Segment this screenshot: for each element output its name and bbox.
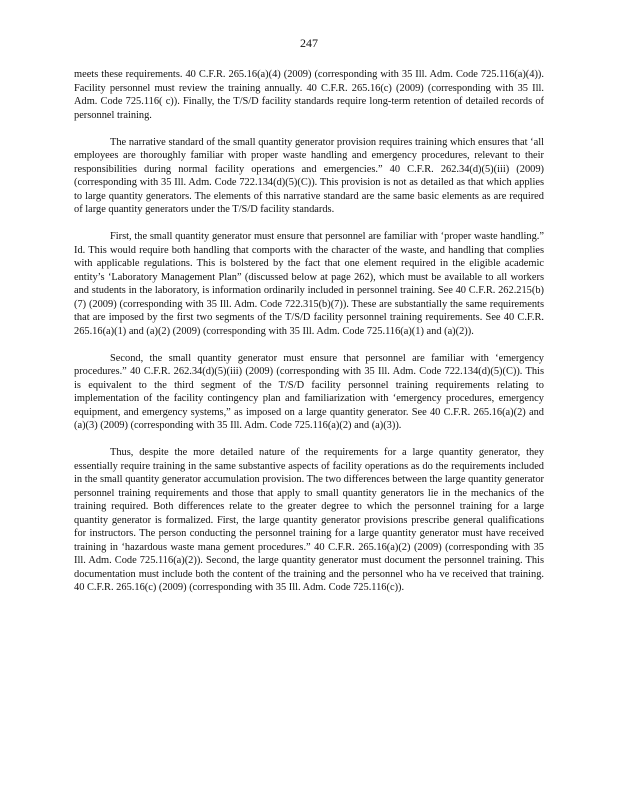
paragraph-emergency-procedures: Second, the small quantity generator must ensure that personnel are familiar with ‘emergency procedures.” 40 C.F.R. 262.34(d)(5)(iii) (2009) (corresponding with 35 Ill. Adm. Code 722.134(d)(5)(C)). This is equivalent to the third segment of the T/S/D facility personnel training requirements relating to implementation of the facility contingency plan and familiarization with ‘emergency procedures, emergency equipment, and emergency systems,” as imposed on a large quantity generator. See 40 C.F.R. 265.16(a)(2) and (a)(3) (2009) (corresponding with 35 Ill. Adm. Code 725.116(a)(2) and (a)(3)).: [74, 352, 544, 431]
paragraph-continuation: meets these requirements. 40 C.F.R. 265.16(a)(4) (2009) (corresponding with 35 Ill. Adm. Code 725.116(a)(4)). Facility personnel must review the training annually. 40 C.F.R. 265.16(c) (2009) (corresponding with 35 Ill. Adm. Code 725.116( c)). Finally, the T/S/D facility standards require long-term retention of detailed records of personnel training.: [74, 69, 544, 121]
paragraph-waste-handling: First, the small quantity generator must ensure that personnel are familiar with ‘proper waste handling.” Id. This would require both handling that comports with the character of the waste, and handling that complies with applicable regulations. This is bolstered by the fact that one element required in the eligible academic entity’s ‘Laboratory Management Plan” (discussed below at page 262), which must be available to all workers and students in the laboratory, is information ordinarily included in personnel training. See 40 C.F.R. 262.215(b)(7) (2009) (corresponding with 35 Ill. Adm. Code 722.315(b)(7)). These are substantially the same requirements that are imposed by the first two segments of the T/S/D facility personnel training requirements. See 40 C.F.R. 265.16(a)(1) and (a)(2) (2009) (corresponding with 35 Ill. Adm. Code 725.116(a)(1) and (a)(2)).: [74, 231, 544, 337]
paragraph-narrative-standard: The narrative standard of the small quantity generator provision requires training which ensures that ‘all employees are thoroughly familiar with proper waste handling and emergency procedures, relevant to their responsibilities during normal facility operations and emergencies.” 40 C.F.R. 262.34(d)(5)(iii) (2009) (corresponding with 35 Ill. Adm. Code 722.134(d)(5)(C)). This provision is not as detailed as that which applies to large quantity generators. The elements of this narrative standard are the same basic elements as are required of large quantity generators under the T/S/D facility standards.: [74, 136, 544, 215]
paragraph-differences: Thus, despite the more detailed nature of the requirements for a large quantity generator, they essentially require training in the same substantive aspects of facility operations as do the requirements included in the small quantity generator accumulation provision. The two differences between the large quantity generator personnel training requirements and those that apply to small quantity generators lie in the mechanics of the training required. Both differences relate to the greater degree to which the personnel training for a large quantity generator is formalized. First, the large quantity generator provisions prescribe general qualifications for instructors. The person conducting the personnel training for a large quantity generator must have received training in ‘hazardous waste mana gement procedures.” 40 C.F.R. 265.16(a)(2) (2009) (corresponding with 35 Ill. Adm. Code 725.116(a)(2)). Second, the large quantity generator must document the personnel training. This documentation must include both the content of the training and the personnel who ha ve received that training. 40 C.F.R. 265.16(c) (2009) (corresponding with 35 Ill. Adm. Code 725.116(c)).: [74, 447, 544, 593]
body-text: [74, 68, 544, 608]
page-number: 247: [300, 36, 318, 50]
